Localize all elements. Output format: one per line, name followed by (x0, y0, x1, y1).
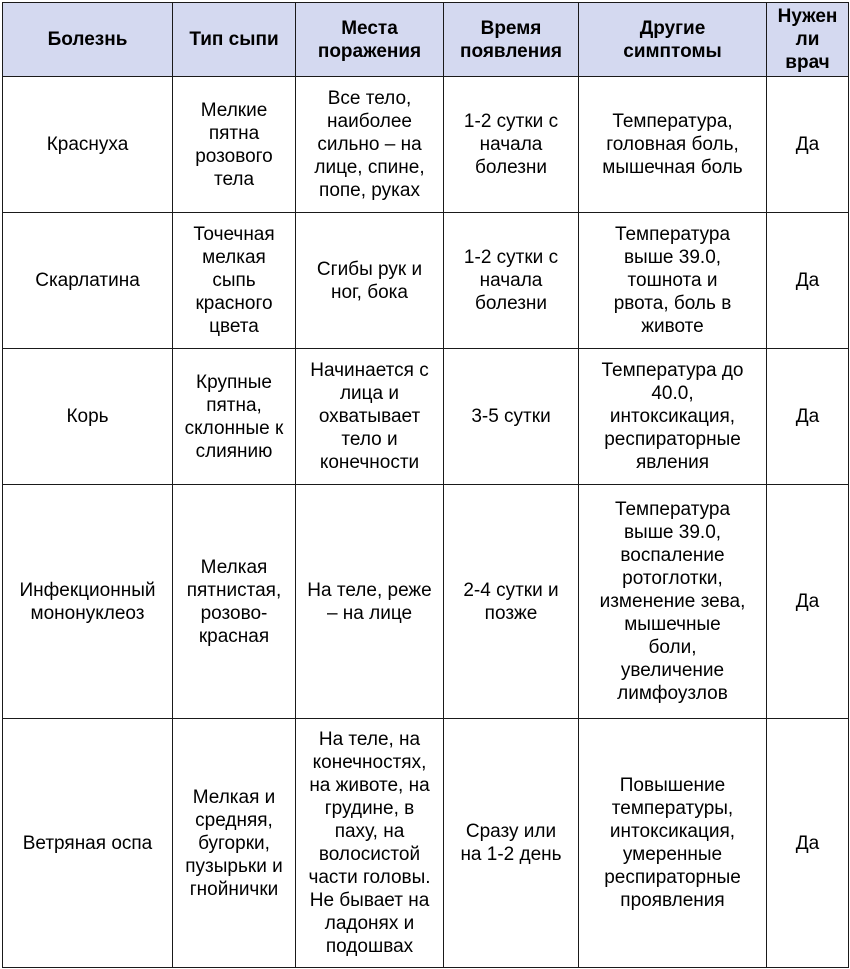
header-rash-type: Тип сыпи (173, 3, 296, 77)
cell-disease: Инфекционный мононуклеоз (3, 485, 173, 719)
cell-location: Начинается с лица и охватывает тело и конечности (296, 349, 444, 485)
cell-location: На теле, реже – на лице (296, 485, 444, 719)
header-onset-time: Время появления (444, 3, 579, 77)
cell-doctor-needed: Да (767, 349, 849, 485)
table-header-row (3, 3, 849, 77)
cell-rash-type: Мелкие пятна розового тела (173, 77, 296, 213)
table-row (3, 485, 849, 719)
cell-disease: Корь (3, 349, 173, 485)
cell-doctor-needed: Да (767, 485, 849, 719)
header-other-symptoms: Другие симптомы (579, 3, 767, 77)
cell-rash-type: Мелкая пятнистая, розово- красная (173, 485, 296, 719)
cell-onset-time: 3-5 сутки (444, 349, 579, 485)
cell-disease: Краснуха (3, 77, 173, 213)
cell-location: Сгибы рук и ног, бока (296, 213, 444, 349)
cell-location: На теле, на конечностях, на животе, на грудине, в паху, на волосистой части головы. Не бывает на ладонях и подошвах (296, 719, 444, 968)
cell-other-symptoms: Температура, головная боль, мышечная боль (579, 77, 767, 213)
disease-rash-table (2, 2, 849, 968)
cell-rash-type: Крупные пятна, склонные к слиянию (173, 349, 296, 485)
table-row (3, 719, 849, 968)
table-row (3, 349, 849, 485)
cell-disease: Скарлатина (3, 213, 173, 349)
cell-other-symptoms: Повышение температуры, интоксикация, умеренные респираторные проявления (579, 719, 767, 968)
cell-other-symptoms: Температура выше 39.0, тошнота и рвота, боль в животе (579, 213, 767, 349)
cell-other-symptoms: Температура до 40.0, интоксикация, респираторные явления (579, 349, 767, 485)
cell-other-symptoms: Температура выше 39.0, воспаление ротоглотки, изменение зева, мышечные боли, увеличение лимфоузлов (579, 485, 767, 719)
cell-doctor-needed: Да (767, 77, 849, 213)
table-row (3, 213, 849, 349)
header-disease: Болезнь (3, 3, 173, 77)
cell-onset-time: 1-2 сутки с начала болезни (444, 77, 579, 213)
header-location: Места поражения (296, 3, 444, 77)
cell-rash-type: Точечная мелкая сыпь красного цвета (173, 213, 296, 349)
cell-onset-time: Сразу или на 1-2 день (444, 719, 579, 968)
header-doctor-needed: Нужен ли врач (767, 3, 849, 77)
cell-location: Все тело, наиболее сильно – на лице, спине, попе, руках (296, 77, 444, 213)
cell-onset-time: 2-4 сутки и позже (444, 485, 579, 719)
cell-onset-time: 1-2 сутки с начала болезни (444, 213, 579, 349)
table-row (3, 77, 849, 213)
cell-disease: Ветряная оспа (3, 719, 173, 968)
cell-doctor-needed: Да (767, 719, 849, 968)
cell-rash-type: Мелкая и средняя, бугорки, пузырьки и гнойнички (173, 719, 296, 968)
cell-doctor-needed: Да (767, 213, 849, 349)
